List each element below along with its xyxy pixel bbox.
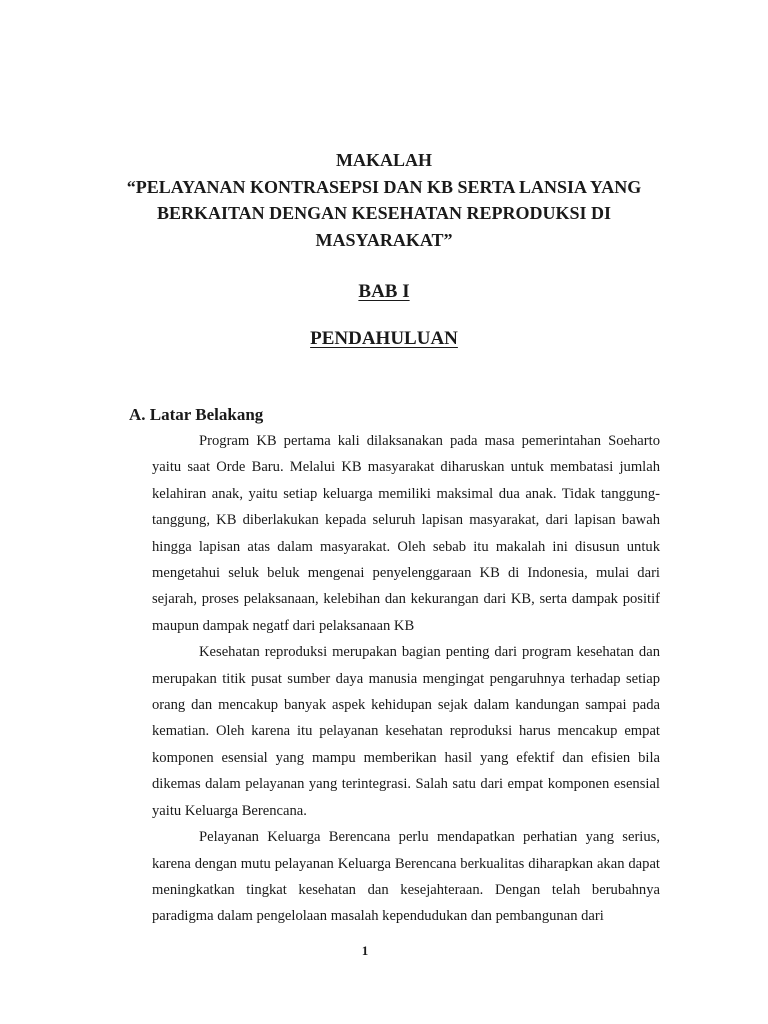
chapter-number: BAB I	[358, 281, 410, 302]
title-label: MAKALAH	[336, 150, 432, 170]
chapter-title: PENDAHULUAN	[310, 328, 458, 349]
paragraph-3: Pelayanan Keluarga Berencana perlu mendapatkan perhatian yang serius, karena dengan mutu pelayanan Keluarga Berencana berkualitas diharapkan akan dapat meningkatkan tingkat kesehatan dan kesejahteraan. Dengan telah berubahnya paradigma dalam pengelolaan masalah kependudukan dan pembangunan dari	[152, 829, 660, 925]
paragraph-1: Program KB pertama kali dilaksanakan pada masa pemerintahan Soeharto yaitu saat Orde Baru. Melalui KB masyarakat diharuskan untuk membatasi jumlah kelahiran anak, yaitu setiap keluarga memiliki maksimal dua anak. Tidak tanggung-tanggung, KB diberlakukan kepada seluruh lapisan masyarakat, dari lapisan bawah hingga lapisan atas dalam masyarakat. Oleh sebab itu makalah ini disusun untuk mengetahui seluk beluk mengenai penyelenggaraan KB di Indonesia, mulai dari sejarah, proses pelaksanaan, kelebihan dan kekurangan dari KB, serta dampak positif maupun dampak negatf dari pelaksanaan KB	[152, 433, 660, 634]
document-title	[0, 147, 768, 253]
title-line-2: BERKAITAN DENGAN KESEHATAN REPRODUKSI DI	[156, 203, 612, 223]
body-text	[152, 428, 660, 930]
title-line-1: “PELAYANAN KONTRASEPSI DAN KB SERTA LANSIA YANG	[126, 176, 642, 197]
title-line-3: MASYARAKAT”	[315, 229, 453, 250]
section-heading: A. Latar Belakang	[129, 405, 264, 424]
page-number: 1	[361, 943, 369, 958]
paragraph-2: Kesehatan reproduksi merupakan bagian penting dari program kesehatan dan merupakan titik pusat sumber daya manusia mengingat pengaruhnya terhadap setiap orang dan mencakup banyak aspek kehidupan sejak dalam kandungan sampai pada kematian. Oleh karena itu pelayanan kesehatan reproduksi harus mencakup empat komponen esensial yang mampu memberikan hasil yang efektif dan efisien bila dikemas dalam pelayanan yang terintegrasi. Salah satu dari empat komponen esensial yaitu Keluarga Berencana.	[152, 644, 660, 819]
